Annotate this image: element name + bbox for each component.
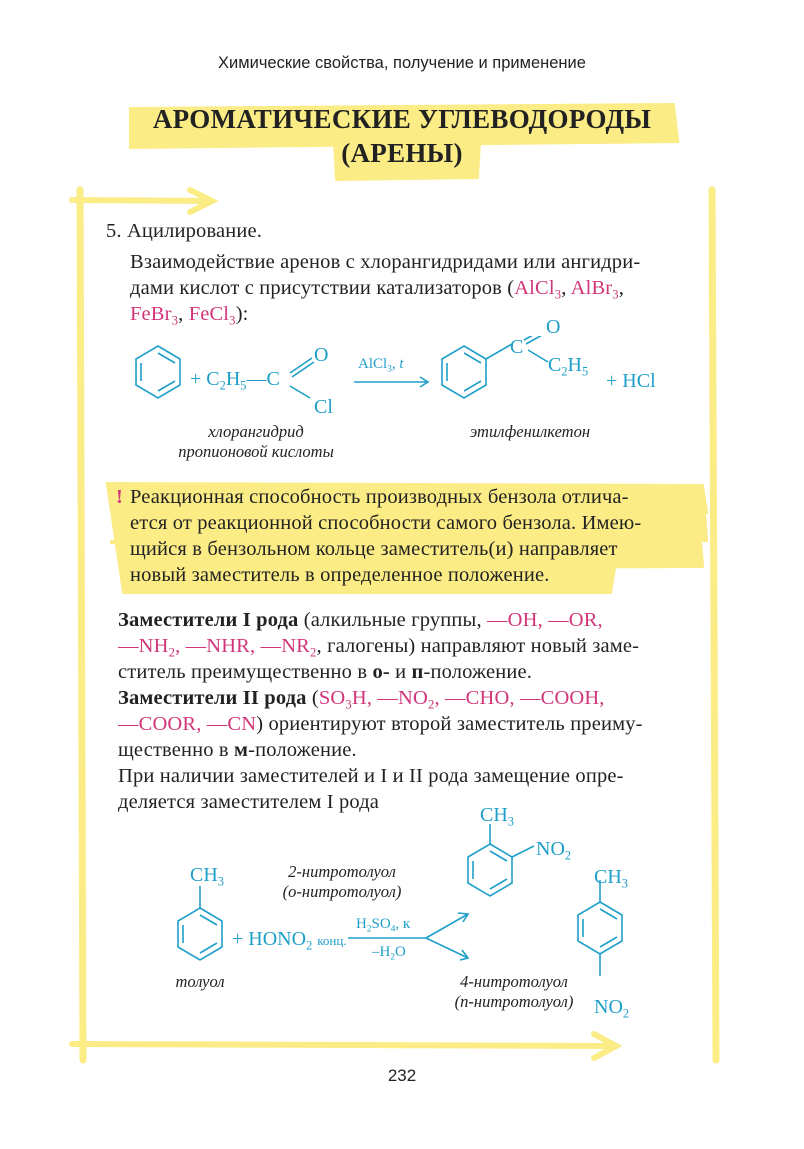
label-ortho-nitrotoluene xyxy=(262,862,422,902)
sub: 2 xyxy=(561,364,568,379)
catalyst-fecl3 xyxy=(188,303,236,328)
text: и xyxy=(389,661,412,683)
section-text-line-1: Взаимодействие аренов с хлорангидридами или ангидри- xyxy=(130,251,641,273)
text: + HONO xyxy=(232,928,307,950)
text: FeCl xyxy=(188,303,230,325)
sub: 5 xyxy=(582,364,589,379)
ketone-oxygen: O xyxy=(546,316,561,338)
page-title xyxy=(120,102,684,170)
ketone-carbon: C xyxy=(510,336,524,358)
catalyst-albr3 xyxy=(570,277,619,302)
sub: 2 xyxy=(310,645,317,660)
text: C xyxy=(548,354,562,376)
sub: 3 xyxy=(621,876,628,891)
bold-term: Заместители II рода xyxy=(118,687,307,709)
text: , xyxy=(561,277,571,299)
text: CH xyxy=(190,864,218,886)
text: (о-нитротолуол) xyxy=(282,882,402,901)
bold-term: Заместители I рода xyxy=(118,609,299,631)
ortho-no2 xyxy=(536,838,571,861)
rule2-line-1 xyxy=(118,686,605,712)
sub: 2 xyxy=(219,378,226,393)
groups xyxy=(318,687,605,712)
title-line-2: (АРЕНЫ) xyxy=(341,138,463,168)
text: ) ориентируют второй заместитель преиму- xyxy=(256,713,643,735)
bold: м xyxy=(234,739,249,761)
text: хлорангидрид xyxy=(208,422,304,441)
sub: 3 xyxy=(554,287,562,302)
text: , —CHO, —COOH, xyxy=(434,687,605,709)
text: H, —NO xyxy=(351,687,428,709)
label-ethyl-phenyl-ketone: этилфенилкетон xyxy=(469,422,591,441)
reaction-condition xyxy=(358,356,404,373)
text: 2-нитротолуол xyxy=(288,862,396,881)
text: AlBr xyxy=(570,277,613,299)
sub: 2 xyxy=(390,952,395,963)
rule1-line-3 xyxy=(118,660,532,686)
text: конц. xyxy=(317,933,347,948)
text: NO xyxy=(536,838,565,860)
carbon: C xyxy=(266,368,280,390)
page-number: 232 xyxy=(387,1066,417,1085)
bold: п xyxy=(411,661,424,683)
text: , к xyxy=(395,916,411,932)
rule2-line-3 xyxy=(118,738,357,764)
text: FeBr xyxy=(130,303,172,325)
sub: 3 xyxy=(171,313,179,328)
text: пропионовой кислоты xyxy=(178,442,334,461)
text: -положение. xyxy=(423,661,533,683)
title-line-1: АРОМАТИЧЕСКИЕ УГЛЕВОДОРОДЫ xyxy=(152,104,652,134)
ortho-ch3 xyxy=(480,804,514,827)
bond: — xyxy=(246,368,267,390)
text: , галогены) направляют новый заме- xyxy=(316,635,640,657)
running-header: Химические свойства, получение и применение xyxy=(218,54,586,72)
section-text-line-3 xyxy=(130,302,249,328)
nitration-condition-bottom xyxy=(372,944,406,961)
chlorine-atom: Cl xyxy=(314,396,333,418)
text: H xyxy=(567,354,582,376)
text: -положение. xyxy=(248,739,357,761)
label-toluene: толуол xyxy=(175,972,225,991)
sub: 3 xyxy=(612,287,619,302)
text: –H xyxy=(372,944,391,960)
text: —NH xyxy=(118,635,169,657)
text: (алкильные группы, xyxy=(298,609,488,631)
ethyl-group xyxy=(548,354,588,377)
bold: о- xyxy=(372,661,390,683)
text: NO xyxy=(594,996,623,1018)
rule3-line-1: При наличии заместителей и I и II рода замещение опре- xyxy=(118,765,624,787)
sub: 2 xyxy=(622,1006,630,1021)
text: ( xyxy=(306,687,319,709)
sub: 2 xyxy=(427,697,435,712)
rule2-line-2 xyxy=(118,712,643,738)
text: SO xyxy=(318,687,346,709)
note-line-3: щийся в бензольном кольце заместитель(и) направляет xyxy=(130,538,618,560)
sub: 5 xyxy=(240,378,247,393)
section-heading: 5. Ацилирование. xyxy=(106,220,263,242)
groups xyxy=(118,635,317,660)
text: AlCl xyxy=(358,356,388,372)
plus: + xyxy=(190,368,202,390)
text: ститель преимущественно в xyxy=(118,661,373,683)
rule1-line-1 xyxy=(118,608,603,634)
sub: 3 xyxy=(345,697,352,712)
para-ch3 xyxy=(594,866,628,889)
hcl-product: + HCl xyxy=(606,370,656,392)
nitration-condition-top xyxy=(356,916,410,933)
sub: 2 xyxy=(366,924,372,935)
label-propanoyl-chloride xyxy=(150,422,362,462)
propanoyl-chloride-formula xyxy=(190,368,280,391)
sub: 2 xyxy=(306,938,313,953)
toluene-ch3 xyxy=(190,864,224,887)
sub: 2 xyxy=(168,645,176,660)
text: AlCl xyxy=(514,277,555,299)
groups: —COOR, —CN xyxy=(118,713,257,735)
catalyst-febr3 xyxy=(130,303,179,328)
text: H xyxy=(225,368,241,390)
nitric-acid-formula xyxy=(232,928,347,951)
sub: 3 xyxy=(217,874,224,889)
sub: 4 xyxy=(390,924,396,935)
sub: 3 xyxy=(229,313,236,328)
text: щественно в xyxy=(118,739,235,761)
para-no2 xyxy=(594,996,629,1019)
note-line-1: Реакционная способность производных бензола отлича- xyxy=(130,486,629,508)
text: H xyxy=(356,916,367,932)
sub: 3 xyxy=(387,364,392,375)
note-line-4: новый заместитель в определенное положение. xyxy=(130,564,550,586)
label-para-nitrotoluene xyxy=(434,972,594,1012)
text: , xyxy=(178,303,189,325)
section-text-line-2: дами кислот с присутствии катализаторов (AlCl$_3$, AlBr$_3$, xyxy=(130,277,625,302)
text: SO xyxy=(371,916,391,932)
text: CH xyxy=(480,804,508,826)
text: , t xyxy=(391,356,404,372)
sub: 3 xyxy=(507,814,514,829)
note-line-2: ется от реакционной способности самого бензола. Имею- xyxy=(130,512,642,534)
rule1-line-2 xyxy=(118,634,639,660)
text: дами кислот с присутствии катализаторов ( xyxy=(130,277,515,299)
note-exclamation-icon: ! xyxy=(116,486,123,508)
text: 4-нитротолуол xyxy=(460,972,568,991)
text: O xyxy=(395,944,406,960)
rule3-line-2: деляется заместителем I рода xyxy=(118,791,380,813)
catalyst-alcl3 xyxy=(514,277,562,302)
sub: 2 xyxy=(564,848,572,863)
text: C xyxy=(206,368,220,390)
text: (п-нитротолуол) xyxy=(454,992,574,1011)
text: CH xyxy=(594,866,622,888)
oxygen-atom: O xyxy=(314,344,329,366)
text: , —NHR, —NR xyxy=(175,635,310,657)
groups: —OH, —OR, xyxy=(487,609,603,631)
text: ): xyxy=(235,303,249,325)
